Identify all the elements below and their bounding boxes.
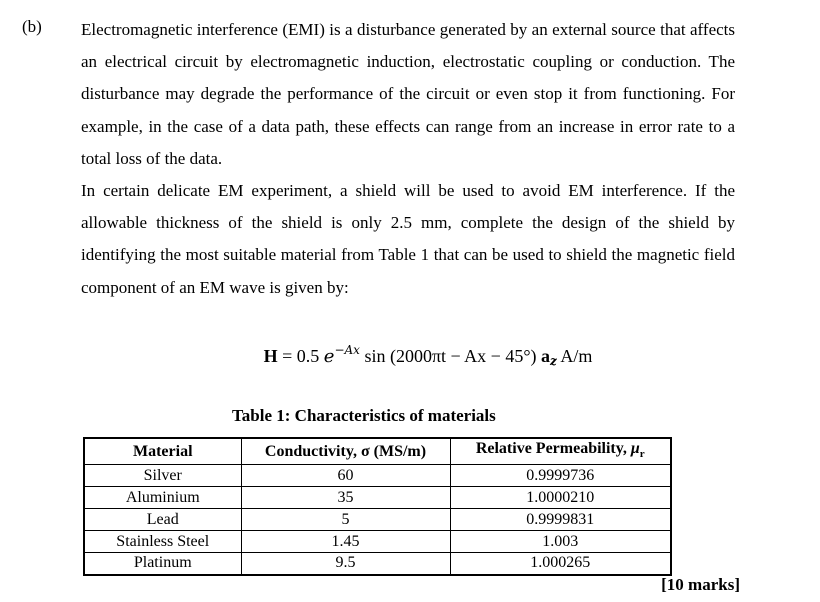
header-conductivity: Conductivity, σ (MS/m) (241, 438, 450, 465)
marks-label: [10 marks] (661, 575, 740, 594)
cell-material: Aluminium (84, 487, 241, 509)
part-label: (b) (22, 17, 42, 36)
cell-conductivity: 9.5 (241, 553, 450, 575)
equation-lhs: H (263, 346, 278, 366)
header-permeability (450, 438, 671, 465)
table-caption: Table 1: Characteristics of materials (232, 406, 496, 425)
cell-conductivity: 5 (241, 509, 450, 531)
table-row (84, 509, 671, 531)
table-row (84, 531, 671, 553)
cell-conductivity: 35 (241, 487, 450, 509)
cell-material: Silver (84, 465, 241, 487)
cell-conductivity: 1.45 (241, 531, 450, 553)
materials-table (83, 437, 672, 576)
paragraph-shield-design: In certain delicate EM experiment, a shield will be used to avoid EM interference. If the allowable thickness of the shield is only 2.5 mm, complete the design of the shield by identifying the most suitable material from Table 1 that can be used to shield the magnetic field component of an EM wave is given by: (81, 181, 735, 297)
equation-sin: sin (2000πt − Ax − 45°) (359, 346, 542, 366)
header-permeability-sub: r (639, 448, 645, 461)
cell-material: Platinum (84, 553, 241, 575)
table-row (84, 553, 671, 575)
cell-permeability: 1.003 (450, 531, 671, 553)
cell-material: Lead (84, 509, 241, 531)
equation-unit-vector-sub: z (550, 354, 557, 368)
equation-unit-vector: a (541, 346, 551, 366)
header-permeability-mu: μ (630, 440, 640, 457)
cell-conductivity: 60 (241, 465, 450, 487)
equation-units: A/m (556, 346, 593, 366)
magnetic-field-equation (0, 337, 820, 374)
table-header-row (84, 438, 671, 465)
table-row (84, 465, 671, 487)
cell-permeability: 1.0000210 (450, 487, 671, 509)
question-text (81, 14, 735, 304)
header-material: Material (84, 438, 241, 465)
paragraph-emi-definition: Electromagnetic interference (EMI) is a disturbance generated by an external source that affects an electrical circuit by electromagnetic induction, electrostatic coupling or conduction. The disturbance may degrade the performance of the circuit or even stop it from functioning. For example, in the case of a data path, these effects can range from an increase in error rate to a total loss of the data. (81, 20, 735, 168)
cell-permeability: 0.9999736 (450, 465, 671, 487)
equation-exponent: −Ax (334, 343, 360, 357)
equation-equals: = 0.5 (277, 346, 324, 366)
cell-material: Stainless Steel (84, 531, 241, 553)
cell-permeability: 0.9999831 (450, 509, 671, 531)
table-row (84, 487, 671, 509)
equation-e: e (323, 346, 335, 367)
header-permeability-label: Relative Permeability, (475, 440, 631, 457)
cell-permeability: 1.000265 (450, 553, 671, 575)
